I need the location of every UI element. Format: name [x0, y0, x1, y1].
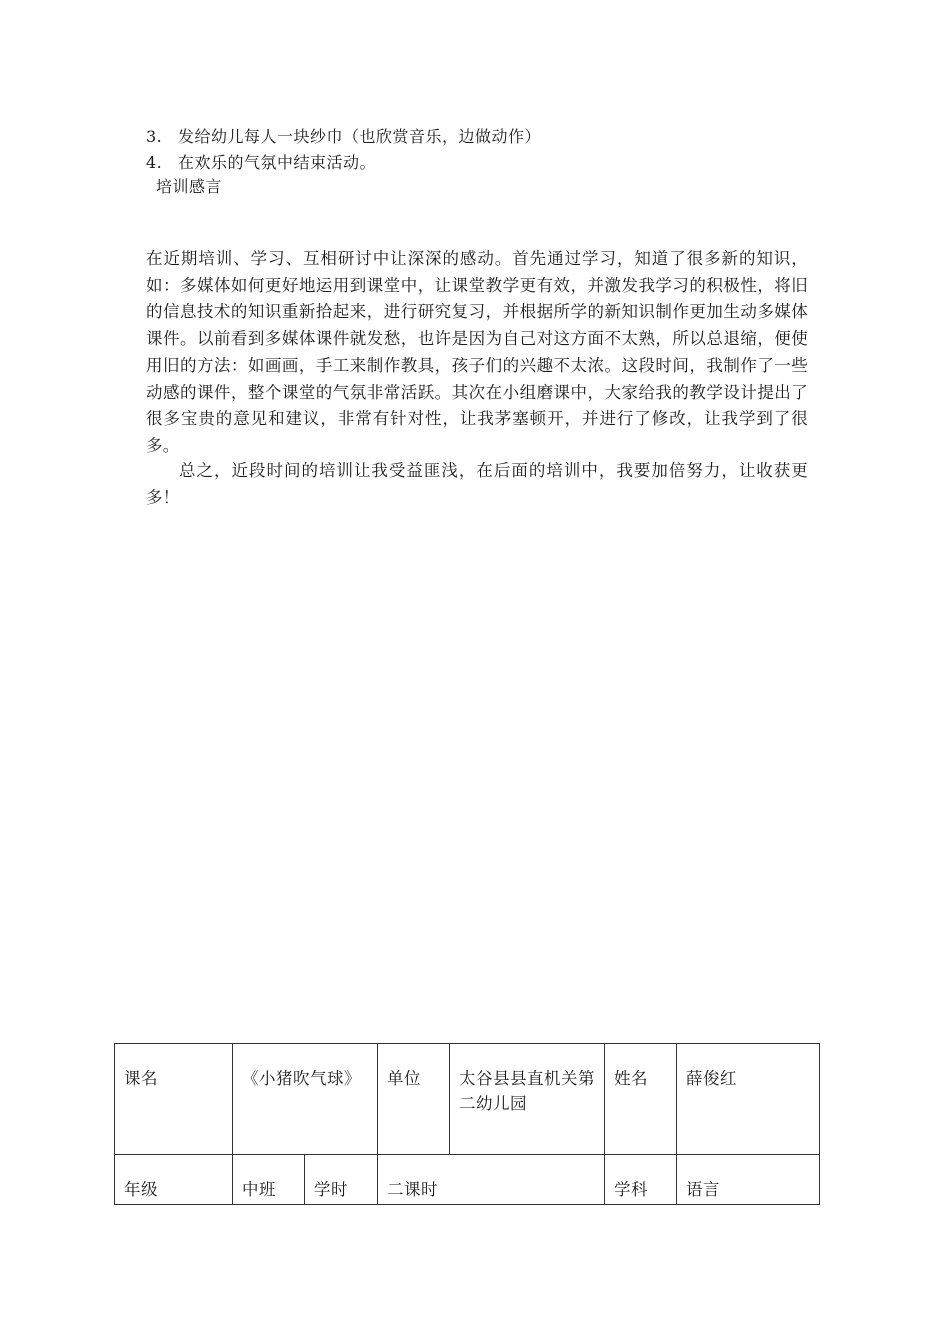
section-heading: 培训感言 [156, 177, 223, 196]
hours-label: 学时 [305, 1155, 378, 1205]
paragraph-conclusion: 总之，近段时间的培训让我受益匪浅，在后面的培训中，我要加倍努力，让收获更多！ [146, 461, 808, 507]
name-value: 薛俊红 [677, 1044, 820, 1155]
unit-label: 单位 [378, 1044, 450, 1155]
list-number: 3. [146, 127, 163, 146]
list-item-4 [146, 152, 376, 174]
course-info-table [114, 1043, 820, 1205]
table-row [115, 1044, 820, 1155]
subject-label: 学科 [605, 1155, 677, 1205]
name-label: 姓名 [605, 1044, 677, 1155]
paragraph-training-reflection: 在近期培训、学习、互相研讨中让深深的感动。首先通过学习，知道了很多新的知识，如：多媒体如何更好地运用到课堂中，让课堂教学更有效，并激发我学习的积极性，将旧的信息技术的知识重新拾起来，进行研究复习，并根据所学的新知识制作更加生动多媒体课件。以前看到多媒体课件就发愁，也许是因为自己对这方面不太熟，所以总退缩，便使用旧的方法：如画画，手工来制作教具，孩子们的兴趣不太浓。这段时间，我制作了一些动感的课件，整个课堂的气氛非常活跃。其次在小组磨课中，大家给我的教学设计提出了很多宝贵的意见和建议，非常有针对性，让我茅塞顿开，并进行了修改，让我学到了很多。 [146, 249, 808, 455]
table-row [115, 1155, 820, 1205]
grade-value: 中班 [233, 1155, 305, 1205]
unit-value: 太谷县县直机关第二幼儿园 [450, 1044, 605, 1155]
subject-value: 语言 [677, 1155, 820, 1205]
course-value: 《小猪吹气球》 [233, 1044, 378, 1155]
hours-value: 二课时 [378, 1155, 605, 1205]
list-text: 发给幼儿每人一块纱巾（也欣赏音乐，边做动作） [178, 127, 542, 146]
list-item-3 [146, 126, 541, 148]
list-number: 4. [146, 153, 163, 172]
course-label: 课名 [115, 1044, 233, 1155]
grade-label: 年级 [115, 1155, 233, 1205]
list-text: 在欢乐的气氛中结束活动。 [178, 153, 377, 172]
